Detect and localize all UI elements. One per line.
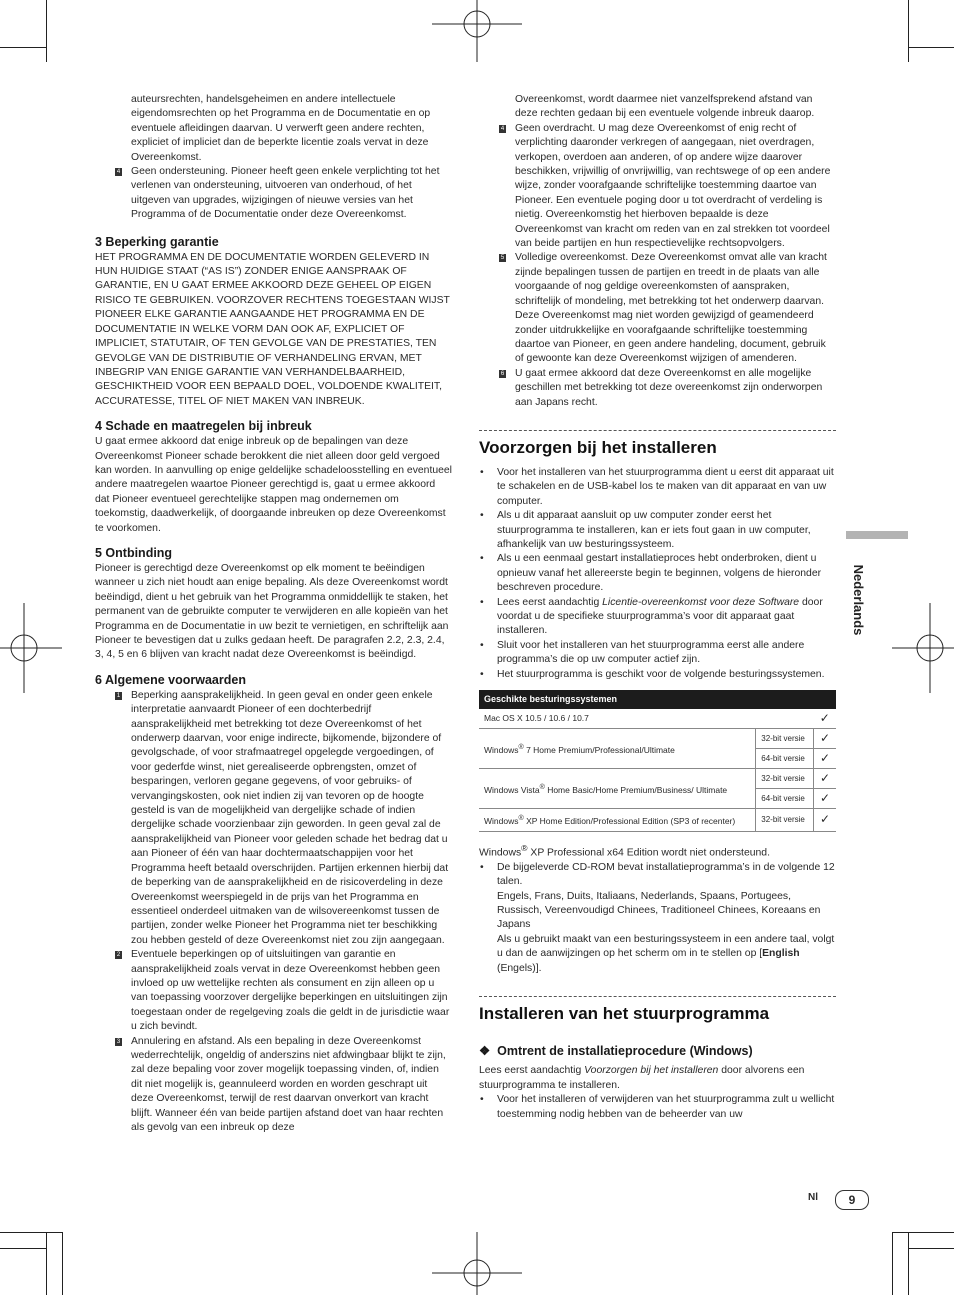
list-item [479, 861, 836, 976]
list-item: • Voor het installeren van het stuurprogramma dient u eerst dit apparaat uit te schakelen en de USB-kabel los te maken van dit apparaat en van uw computer. [479, 466, 836, 509]
check-icon: ✓ [814, 749, 837, 769]
crop-mark [908, 0, 909, 62]
crop-mark [0, 1232, 62, 1233]
paragraph: Pioneer is gerechtigd deze Overeenkomst op elk moment te beëindigen wanneer u zich niet houdt aan enige bepaling. Als deze Overeenkomst wordt beëindigd, dient u het gebruik van het Programma onmiddellijk te staken, het permanent van de gebruikte computer te verwijderen en alle kopieën van het Programma en de Documentatie in uw bezit te vernietigen, en schriftelijk aan Pioneer te bevestigen dat u zulks gedaan heeft. De paragrafen 2.2, 2.3, 2.4, 3, 4, 5 en 6 blijven van kracht nadat deze Overeenkomst is beëindigd. [95, 562, 449, 661]
crop-mark [892, 1232, 893, 1295]
language-tab [846, 531, 908, 539]
check-icon: ✓ [814, 729, 837, 749]
paragraph [479, 1064, 836, 1093]
bit-version: 32-bit versie [756, 769, 814, 789]
os-name [479, 809, 756, 832]
text: (Engels)]. [497, 962, 542, 974]
list-item: • Voor het installeren of verwijderen van het stuurprogramma zult u wellicht toestemming nodig hebben van de beheerder van uw [479, 1093, 836, 1122]
bit-version: 32-bit versie [756, 809, 814, 832]
item-number: 2 [116, 952, 121, 959]
list-item: • Als u dit apparaat aansluit op uw computer zonder eerst het stuurprogramma te installeren, kan er iets fout gaan in uw computer, afhankelijk van uw besturingssysteem. [479, 509, 836, 552]
crop-mark [62, 1232, 63, 1295]
item-number: 4 [500, 125, 505, 132]
table-row [479, 809, 836, 832]
crop-mark [46, 1232, 47, 1295]
registration-mark-left [0, 603, 62, 693]
text: XP Home Edition/Professional Edition (SP3 of recenter) [526, 815, 736, 826]
text: Als u gebruikt maakt van een besturingssysteem in een andere taal, volgt u dan de aanwijzingen op het scherm om in te stellen op [ [497, 933, 835, 960]
registration-mark-bottom [432, 1232, 522, 1295]
numbered-item [479, 251, 836, 366]
numbered-item [95, 948, 452, 1034]
text: Home Basic/Home Premium/Business/ Ultimate [547, 784, 728, 795]
footer-language: Nl [808, 1192, 818, 1203]
check-icon: ✓ [814, 709, 837, 729]
text: Windows [479, 847, 522, 859]
text: door voordat u de specifieke stuurprogramma’s voor dit apparaat gaat installeren. [497, 596, 823, 637]
item-text: Geen overdracht. U mag deze Overeenkomst of enig recht of verplichting daaronder verkregen of aangegaan, niet overdragen, verkopen, overdoen aan anderen, of op andere wijze daarover beschikken, vrijwillig of onvrijwillig, van rechtswege of op een andere wijze, zonder voorafgaande schriftelijke toestemming daartoe van Pioneer. Een eventuele poging door u tot overdracht of verdeling is nietig. Overeenkomstig het hierboven bepaalde is deze Overeenkomst van kracht om reden van en zal strekken tot voordeel van beide partijen en hun respectievelijke rechtsopvolgers. [515, 122, 831, 250]
crop-mark [908, 1232, 909, 1295]
language-text: Nederlands [851, 564, 866, 636]
os-compatibility-table [479, 690, 836, 832]
text: 7 Home Premium/Professional/Ultimate [526, 744, 675, 755]
paragraph: Overeenkomst, wordt daarmee niet vanzelfsprekend afstand van deze rechten gedaan bij een eventuele volgende inbreuk daarop. [515, 94, 815, 120]
list-item: • Het stuurprogramma is geschikt voor de volgende besturingssystemen. [479, 668, 836, 682]
text: Omtrent de installatieprocedure (Windows) [497, 1043, 753, 1058]
section-heading: 3 Beperking garantie [95, 234, 219, 249]
text: XP Professional x64 Edition wordt niet ondersteund. [527, 847, 770, 859]
registered-mark: ® [539, 782, 545, 791]
item-number: 5 [500, 255, 505, 262]
bold-text: English [762, 948, 800, 960]
section-title: Installeren van het stuurprogramma [479, 996, 836, 1024]
registered-mark: ® [518, 742, 524, 751]
numbered-item [479, 122, 836, 252]
text: Lees eerst aandachtig [479, 1065, 585, 1077]
bit-version: 64-bit versie [756, 749, 814, 769]
item-text: U gaat ermee akkoord dat deze Overeenkomst en alle mogelijke geschillen met betrekking tot deze overeenkomst zijn onderworpen aan Japans recht. [515, 367, 823, 408]
table-row [479, 709, 836, 729]
section-heading: 5 Ontbinding [95, 545, 173, 560]
crop-mark [0, 1248, 46, 1249]
section-heading: 6 Algemene voorwaarden [95, 672, 246, 687]
item-number: 1 [116, 692, 121, 699]
paragraph [479, 841, 836, 861]
crop-mark [0, 47, 46, 48]
table-header: Geschikte besturingssystemen [479, 690, 836, 709]
diamond-icon: ❖ [479, 1043, 491, 1058]
crop-mark [908, 1248, 954, 1249]
check-icon: ✓ [814, 809, 837, 832]
text: De bijgeleverde CD-ROM bevat installatieprogramma’s in de volgende 12 talen. [497, 861, 835, 888]
emphasis: Licentie-overeenkomst voor deze Software [602, 596, 800, 608]
item-number: 4 [116, 169, 121, 176]
os-name: Mac OS X 10.5 / 10.6 / 10.7 [479, 709, 814, 729]
paragraph: auteursrechten, handelsgeheimen en andere intellectuele eigendomsrechten op het Programma en de Documentatie en op eventuele afleidingen daarvan. U verwerft geen andere rechten, expliciet of impliciet dan de beperkte licentie zoals vervat in deze Overeenkomst. [131, 94, 431, 163]
bullet-list [479, 466, 836, 682]
text: Windows [484, 815, 519, 826]
bullet-list [479, 1093, 836, 1122]
text: Lees eerst aandachtig [497, 596, 603, 608]
os-name [479, 729, 756, 769]
item-number: 3 [116, 1038, 121, 1045]
text: Windows Vista [484, 784, 540, 795]
os-name [479, 769, 756, 809]
paragraph: U gaat ermee akkoord dat enige inbreuk op de bepalingen van deze Overeenkomst Pioneer schade berokkent die niet alleen door geld vergoed kan worden. In aanvulling op enige geldelijke schadeloosstelling en eventueel andere maatregelen waartoe Pioneer gerechtigd is, gaat u ermee akkoord dat Pioneer eventueel gerechtelijke stappen mag ondernemen om toekomstig, daadwerkelijk, of doorgaande inbreuken op deze Overeenkomst te voorkomen. [95, 436, 452, 534]
check-icon: ✓ [814, 789, 837, 809]
crop-mark [908, 47, 954, 48]
registered-mark: ® [521, 842, 528, 853]
list-item: • Als u een eenmaal gestart installatieproces hebt onderbroken, dient u opnieuw vanaf het allereerste begin te beginnen, volgens de hieronder beschreven procedure. [479, 552, 836, 595]
text: door alvorens een stuurprogramma te installeren. [479, 1065, 805, 1091]
section-title: Voorzorgen bij het installeren [479, 430, 836, 458]
text: Windows [484, 744, 519, 755]
numbered-item [95, 165, 452, 223]
emphasis: Voorzorgen bij het installeren [584, 1065, 719, 1077]
table-row [479, 769, 836, 789]
item-number: 6 [500, 370, 505, 377]
right-column [479, 93, 836, 1122]
table-row [479, 729, 836, 749]
paragraph: HET PROGRAMMA EN DE DOCUMENTATIE WORDEN GELEVERD IN HUN HUIDIGE STAAT (“AS IS”) ZONDER ENIGE AANSPRAAK OF GARANTIE, EN U GAAT ERMEE AKKOORD DEZE GEHEEL OP EIGEN RISICO TE GEBRUIKEN. VOORZOVER RECHTENS TOEGESTAAN WIJST PIONEER ELKE GARANTIE AANGAANDE HET PROGRAMMA EN DE DOCUMENTATIE IN WELKE VORM DAN OOK AF, EXPLICIET OF IMPLICIET, STATUTAIR, OF TEN GEVOLGE VAN DE PRESTATIES, TEN GEVOLGE VAN DE DISTRIBUTIE OF VERHANDELING ERVAN, MET INBEGRIP VAN ENIGE GARANTIE VAN VERHANDELBAARHEID, GESCHIKTHEID VOOR EEN BEPAALD DOEL, VOLDOENDE KWALITEIT, ACCURATESSE, TITEL OF NIET MAKEN VAN INBREUK. [95, 251, 450, 407]
text: Engels, Frans, Duits, Italiaans, Nederlands, Spaans, Portugees, Russisch, Vereenvoudigd Chinees, Traditioneel Chinees, Koreaans en Japans [497, 890, 821, 931]
item-text: Eventuele beperkingen op of uitsluitingen van garantie en aansprakelijkheid zoals vervat in deze Overeenkomst hebben geen invloed op uw wettelijke rechten als consument en zijn alleen op u van toepassing voorzover dergelijke beperkingen en uitsluitingen zijn toegestaan onder de regelgeving zoals die geldt in de jurisdictie waar u zich bevindt. [131, 949, 450, 1033]
list-item: • Sluit voor het installeren van het stuurprogramma eerst alle andere programma’s die op uw computer actief zijn. [479, 639, 836, 668]
section-heading: 4 Schade en maatregelen bij inbreuk [95, 419, 312, 434]
numbered-item [95, 1035, 452, 1136]
crop-mark [892, 1232, 954, 1233]
registration-mark-top [432, 0, 522, 62]
left-column [95, 93, 452, 1135]
page-number: 9 [835, 1190, 869, 1210]
item-text: Volledige overeenkomst. Deze Overeenkomst omvat alle van kracht zijnde bepalingen tussen de partijen en treedt in de plaats van alle voorgaande of nog geldige overeenkomsten of aanspraken, schriftelijk of mondeling, met betrekking tot het onderwerp daarvan. Deze Overeenkomst mag niet worden gewijzigd of geamendeerd zonder uitdrukkelijke en voorafgaande schriftelijke toestemming daartoe van Pioneer, en geen andere handeling, document, gebruik of gewoonte kan deze Overeenkomst wijzigen of amenderen. [515, 252, 827, 365]
item-text: Geen ondersteuning. Pioneer heeft geen enkele verplichting tot het verlenen van ondersteuning, uitvoeren van onderhoud, of het uitgeven van upgrades, wijzigingen of nieuwe versies van het Programma of de Documentatie onder deze Overeenkomst. [131, 166, 440, 221]
bit-version: 32-bit versie [756, 729, 814, 749]
item-text: Beperking aansprakelijkheid. In geen geval en onder geen enkele interpretatie aanvaardt Pioneer of een dochterbedrijf aansprakelijkheid met betrekking tot deze Overeenkomst of het onderwerp daarvan, voor enige indirecte, bijkomende, bijzondere of gevolgschade, of voor strafmaatregel opgelegde vergoedingen, of voor gederfde winst, niet gerealiseerde opbrengsten, omzet of besparingen, verloren gegane gegevens, of voor gebruiks- of vervangingskosten, ook niet indien zij van tevoren op de hoogte gesteld is van de mogelijkheid van dergelijke schade of indien dergelijke schade voorzienbaar zijn geworden. In geen geval zal de aansprakelijkheid van Pioneer voor geleden schade het bedrag dat u aan Pioneer of één van haar dochtermaatschappijen voor het Programma heeft betaald overschrijden. Partijen erkennen hierbij dat de beperking van de aansprakelijkheid en de risicoverdeling in deze Overeenkomst weerspiegeld in de prijs van het Programma en essentieel onderdeel uitmaken van de wilsovereenkomst tussen de partijen, zonder welke Pioneer het Programma niet ter beschikking zou hebben gesteld of deze Overeenkomst niet zou zijn aangegaan. [131, 689, 449, 946]
item-text: Annulering en afstand. Als een bepaling in deze Overeenkomst wederrechtelijk, ongeldig of anderszins niet afdwingbaar blijkt te zijn, zal deze bepaling voor zover mogelijk toepassing vinden, of, indien dit niet mogelijk is, geannuleerd worden en worden geschrapt uit deze Overeenkomst, terwijl de rest daarvan onverkort van kracht blijft. Wanneer één van beide partijen afstand doet van haar rechten als gevolg van een inbreuk op deze [131, 1035, 446, 1133]
list-item [479, 596, 836, 639]
check-icon: ✓ [814, 769, 837, 789]
registration-mark-right [892, 603, 954, 693]
bullet-list [479, 861, 836, 976]
numbered-item [479, 367, 836, 410]
registered-mark: ® [518, 814, 524, 823]
bit-version: 64-bit versie [756, 789, 814, 809]
subsection-heading [479, 1044, 836, 1058]
crop-mark [46, 0, 47, 62]
numbered-item [95, 689, 452, 948]
